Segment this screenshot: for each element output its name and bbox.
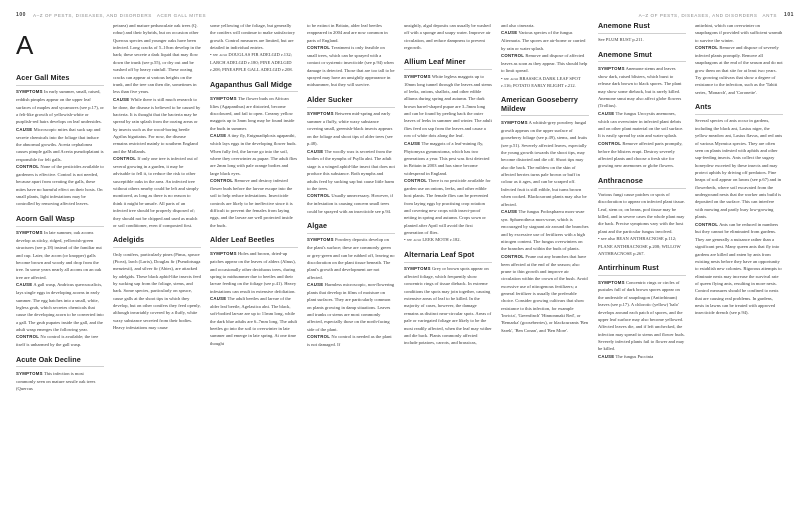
entry-section-cause: CAUSE Various species of the fungus Alternaria. The spores are air-borne or carried by rain or water splash. bbox=[501, 30, 586, 51]
entry-paragraph: Only conifers, particularly pines (Pinus, spruce (Picea), larch (Larix), Douglas fir (Pseudotsuga menziesii), and silver fir (Abies), are attacked by adelgids. These black aphid-like insects feed by sucking sap from the foliage, stems, and bark. Some species, particularly on spruce, cause galls at the shoot tips in which they develop, but on other conifers they feed openly, although invariably covered by a fluffy, white waxy substance secreted from their bodies. Heavy infestations may cause bbox=[113, 251, 201, 331]
entry-heading: Adelgids bbox=[113, 236, 201, 248]
entry-section-symptoms: SYMPTOMS This infection is most commonly seen on mature sessile oak trees (Quercus bbox=[16, 370, 96, 392]
entry bbox=[307, 222, 395, 348]
running-head-left bbox=[0, 0, 405, 22]
section-label: SYMPTOMS bbox=[16, 89, 43, 95]
entry-section-cause: CAUSE The fungus Urocystis anemones, which can overwinter in infected plant debris and on other plant material on the soil surface. It is easily spread by rain and water splash. bbox=[598, 110, 684, 139]
entry-paragraph: Various fungi cause patches or spots of discoloration to appear on infected plant tissue. Leaf, stem or, on beans, pod tissue may be killed, and in severe cases the whole plant may die back. Precise symptoms vary with the host plant and the particular fungus involved. bbox=[598, 192, 685, 234]
entry-section-control: CONTROL Remove and destroy infested flower buds before the larvae escape into the soil to help reduce infestations. Insecticide controls are likely to be ineffective since it is difficult to prevent the females from laying eggs, and the larvae are well protected inside the buds. bbox=[210, 177, 293, 228]
entry-section-cause: CAUSE Microscopic mites that suck sap and secrete chemicals into the foliage that induce the abnormal growths. Aceria cephalonea causes pimple galls and Aceria pseudoplatani is responsible for felt galls. bbox=[16, 126, 104, 162]
section-label: CONTROL bbox=[16, 164, 40, 170]
section-label: CAUSE bbox=[598, 353, 615, 359]
entry bbox=[404, 58, 492, 243]
entry-section-symptoms: SYMPTOMS The flower buds on African lilies (Agapanthus) are distorted, become discoloured, and fail to open. Creamy yellow maggots up to 3mm long may be found inside the buds in summer. bbox=[210, 95, 295, 131]
entry-section-symptoms: SYMPTOMS Anemone stems and leaves show dark, raised blisters, which burst to release dark brown to black spores. The plant may show some dieback, but is rarely killed. Anemone smut may also affect globe flowers (Trollius). bbox=[598, 65, 682, 109]
section-label: CONTROL bbox=[307, 334, 331, 340]
entry-section-control: CONTROL Remove and dispose of severely infected plants promptly. Remove all snapdragons at the end of the season and do not grow them on that site for at least two years. Try growing cultivars that show a degree of resistance to the infection, such as the 'Tahiti series, 'Monarch', and 'Coronette'. bbox=[695, 45, 783, 95]
entry-paragraph: petraea) and mature pedunculate oak trees (Q. robur) and their hybrids, but on occasion other Quercus species and younger oaks have been infected. Long cracks of 5–10cm develop in the bark; these secrete a dark liquid that may flow down the trunk (see p.55), or dry out and be washed off by heavy rainfall. These oozing cracks can appear at various heights on the trunk, and the tree can then die, sometimes in less than five years. bbox=[113, 23, 201, 95]
entry-section-control: CONTROL Usually unnecessary. However, if the infestation is causing concern small trees could be sprayed with an insecticide see p.94. bbox=[307, 193, 394, 214]
entry-section-symptoms: SYMPTOMS A whitish-grey powdery fungal growth appears on the upper surface of gooseberry foliage (see p.49), stems, and fruits (see p.51). Severely affected leaves, especially the young growth towards the shoot tips, may become distorted and die off. Shoot tips may also die back. The mildew on the skin of affected berries turns pale brown or buff in colour as it ages, and can be scraped off. Infected fruit is still edible, but turns brown when cooked. Blackcurrant plants may also be affected. bbox=[501, 119, 588, 207]
entry-heading: Alder Sucker bbox=[307, 96, 395, 108]
entry-section-control: CONTROL Remove and dispose of affected leaves as soon as they appear. This should help to limit spread. bbox=[501, 53, 588, 74]
section-title-right: A–Z OF PESTS, DISEASES, AND DISORDERS bbox=[638, 12, 758, 18]
entry-heading: Anemone Rust bbox=[598, 22, 686, 34]
section-label: CONTROL bbox=[113, 156, 137, 162]
entry-heading: Acorn Gall Wasp bbox=[16, 215, 104, 227]
text-column bbox=[307, 22, 404, 522]
entry-heading: Ants bbox=[695, 103, 783, 115]
entry-section-symptoms: SYMPTOMS Holes and brown, dried-up patches appear on the leaves of alders (Alnus), and occasionally other deciduous trees, during spring to midsummer due to beetles and their larvae feeding on the foliage (see p.41). Heavy infestations can result in extensive defoliation. bbox=[210, 251, 297, 294]
entry-heading: Agapanthus Gall Midge bbox=[210, 81, 298, 93]
section-title-left: A–Z OF PESTS, DISEASES, AND DISORDERS bbox=[33, 12, 152, 18]
section-label: CAUSE bbox=[501, 30, 518, 36]
entry bbox=[695, 103, 783, 317]
entry-section-cause: CAUSE A gall wasp, Andricus quercuscalicis, lays single eggs in developing acorns in early summer. The egg hatches into a small, white, legless grub, which secretes chemicals that cause the developing acorn to be converted into a gall. The grub pupates inside the gall, and the adult wasp emerges the following year. bbox=[16, 282, 104, 332]
entry-heading: American Gooseberry Mildew bbox=[501, 96, 589, 116]
section-label: CONTROL bbox=[598, 140, 622, 146]
column-grid bbox=[0, 22, 810, 530]
section-label: CONTROL bbox=[307, 45, 331, 51]
section-label: SYMPTOMS bbox=[210, 95, 237, 101]
entry-paragraph: Several species of ants occur in gardens, including the black ant, Lasius niger, the yellow meadow ant, Lasius flavus, and red ants of various Myrmica species. They are often seen on plants infested with aphids and other sap-feeding insects. Ants collect the sugary honeydew excreted by these insects and may protect aphids by driving off predators. Fine heaps of soil appear on lawns (see p.67) and in flowerbeds, where soil excavated from the underground nests that the worker ants build is deposited on the surface. This can interfere with mowing and partly bury low-growing plants. bbox=[695, 118, 783, 220]
entry bbox=[210, 22, 298, 74]
section-label: SYMPTOMS bbox=[598, 279, 625, 285]
entry bbox=[113, 22, 201, 229]
entry bbox=[16, 74, 104, 208]
cross-reference[interactable]: • see also BRASSICA DARK LEAF SPOT p.116; POTATO EARLY BLIGHT p.212. bbox=[501, 75, 581, 89]
entry bbox=[16, 356, 104, 393]
section-label: CAUSE bbox=[501, 208, 518, 214]
entry-title-right: ANTS bbox=[762, 12, 777, 18]
entry-section-symptoms: SYMPTOMS In early summer, small, raised, reddish pimples appear on the upper leaf surfaces of maples and sycamores (see p.17), or a felt-like growth of yellowish-white or purplish-red hairs develops on leaf undersides. bbox=[16, 89, 104, 125]
entry-heading: Anemone Smut bbox=[598, 51, 686, 63]
entry-heading: Alternaria Leaf Spot bbox=[404, 251, 492, 263]
entry-section-cause: CAUSE The maggots of a leaf-mining fly, Phytomyza gymnostoma, which has two generations a year. This pest was first detected in Britain in 2003 and has since become widespread in England. bbox=[404, 140, 490, 176]
section-label: CAUSE bbox=[113, 96, 130, 102]
section-label: SYMPTOMS bbox=[404, 73, 431, 79]
entry-section-cause: CAUSE The fungus Podosphaera mors-uvae syn. Sphaerotheca mors-uvae, which is encouraged by stagnant air around the branches and by excessive use of fertilizers with a high nitrogen content. The fungus overwinters on the branches and within the buds of plants. bbox=[501, 208, 589, 252]
cross-reference[interactable]: • see also DOUGLAS FIR ADELGID p.132; LARCH ADELGID p.180; PINE ADELGID p.208; PINEAPPLE GALL ADELGID p.208. bbox=[210, 52, 293, 73]
section-label: CONTROL bbox=[404, 177, 428, 183]
entry bbox=[404, 251, 492, 347]
entry-section-control: CONTROL If only one tree is infected out of several growing in a garden, it may be advisable to fell it, to reduce the risk to other susceptible oaks in the area. An infected tree without others nearby could be left and simply monitored, as long as there is no reason to think it might be unsafe. All parts of an infected tree should be properly disposed of; they should not be chipped and used as mulch or soil conditioner, even if composted first. bbox=[113, 156, 199, 228]
entry-heading: Alder Leaf Beetles bbox=[210, 236, 298, 248]
section-label: CAUSE bbox=[210, 133, 227, 139]
entry-paragraph: See PLUM RUST p.211. bbox=[598, 37, 644, 43]
entry-section-control: CONTROL No control is available; the tree itself is unharmed by the gall wasp. bbox=[16, 334, 99, 348]
section-label: SYMPTOMS bbox=[404, 266, 431, 272]
entry-heading: Algae bbox=[307, 222, 395, 234]
section-label: CAUSE bbox=[598, 110, 615, 116]
entry-paragraph: antirrhini, which can overwinter on snapdragons if provided with sufficient warmth to survive the winter. bbox=[695, 23, 783, 43]
text-column bbox=[404, 22, 501, 522]
section-label: SYMPTOMS bbox=[598, 65, 625, 71]
letter-heading: A bbox=[16, 30, 34, 60]
entry bbox=[501, 22, 589, 89]
folio-left: 100 bbox=[16, 12, 26, 18]
entry-section-cause: CAUSE A tiny fly, Enigmadiplosis agapanthi, which lays eggs in the developing flower buds. When fully fed, the larvae go into the soil, where they overwinter as pupae. The adult flies are 2mm long with pale orange bodies and large black eyes. bbox=[210, 133, 298, 176]
entry bbox=[210, 81, 298, 230]
section-label: CONTROL bbox=[307, 193, 331, 199]
section-label: CAUSE bbox=[307, 281, 324, 287]
entry-paragraph: some yellowing of the foliage, but generally the conifers will continue to make satisfactory growth. Control measures are limited, but are detailed in individual entries. bbox=[210, 23, 296, 51]
section-label: CAUSE bbox=[210, 296, 227, 302]
folio-right: 101 bbox=[784, 12, 794, 18]
entry-section-cause: CAUSE While there is still much research to be done, the disease is believed to be caused by bacteria. It is thought that the bacteria may be spread by rain splash from the oozing areas or by insects such as the wood-boring beetle Agrilus biguttatus. For now, the disease remains restricted mainly to southern England and the Midlands. bbox=[113, 96, 201, 154]
entry-section-symptoms: SYMPTOMS Grey or brown spots appear on affected foliage, which frequently show concentric rings of tissue dieback. In extreme conditions the spots may join together, causing extensive areas of leaf to be killed. In the majority of cases, however, the damage remains as distinct near-circular spots. Areas of pale or variegated foliage are likely to be the most readily affected, when the leaf may wither and die back. Plants commonly affected include potatoes, carrots, and brassicas, bbox=[404, 266, 492, 346]
entry bbox=[113, 236, 201, 331]
text-column bbox=[501, 22, 598, 522]
entry-paragraph: unsightly, algal deposits can usually be washed off with a sponge and soapy water. Improve air circulation, and reduce dampness to prevent regrowth. bbox=[404, 23, 491, 51]
entry-heading: Acute Oak Decline bbox=[16, 356, 104, 368]
entry-heading: Anthracnose bbox=[598, 177, 686, 189]
section-label: SYMPTOMS bbox=[210, 251, 237, 257]
entry-section-control: CONTROL Ants can be reduced in numbers but they cannot be eliminated from gardens. They are generally a nuisance rather than a significant pest. Many queen ants that fly into gardens are killed and eaten by ants from existing nests before they have an opportunity to establish new colonies. Rigorous attempts to eliminate nests may increase the survival rate of queen flying ants, resulting in more nests. Control measures should be confined to nests that are causing real problems. In gardens, nests in lawns can be treated with approved insecticide drench (see p.94). bbox=[695, 221, 782, 316]
cross-reference[interactable]: • see also LEEK MOTH p.182. bbox=[404, 237, 461, 243]
entry bbox=[598, 264, 686, 360]
section-label: SYMPTOMS bbox=[501, 119, 528, 125]
section-label: CAUSE bbox=[16, 282, 33, 288]
text-column bbox=[113, 22, 210, 522]
entry-heading: Antirrhinum Rust bbox=[598, 264, 686, 276]
section-label: CONTROL bbox=[695, 221, 719, 227]
section-label: CONTROL bbox=[501, 253, 525, 259]
entry-section-control: CONTROL None of the pesticides available to gardeners is effective. Control is not needed, because apart from creating the galls, these mites have no harmful effect on their hosts. On small plants, light infestations may be controlled by removing affected leaves. bbox=[16, 164, 104, 207]
section-label: SYMPTOMS bbox=[16, 230, 43, 236]
section-label: SYMPTOMS bbox=[307, 111, 334, 117]
entry-section-symptoms: SYMPTOMS Between mid-spring and early summer a fluffy, white waxy substance covering small, greenish-black insects appears on the foliage and shoot tips of alder trees (see p.48). bbox=[307, 111, 393, 147]
entry-heading: Allium Leaf Miner bbox=[404, 58, 492, 70]
text-column bbox=[695, 22, 792, 522]
entry bbox=[404, 22, 492, 51]
running-head-right bbox=[405, 0, 810, 22]
section-label: CAUSE bbox=[307, 148, 324, 154]
entry bbox=[598, 177, 686, 258]
entry-section-control: CONTROL Remove affected parts promptly, before the blisters erupt. Destroy severely affected plants and choose a fresh site for growing new anemones or globe flowers. bbox=[598, 140, 683, 169]
text-column bbox=[598, 22, 695, 522]
entry-section-control: CONTROL Treatment is only feasible on small trees, which can be sprayed with a contact or systemic insecticide (see p.94) when damage is detected. Those that are too tall to be sprayed may have an unsightly appearance in midsummer, but they will survive. bbox=[307, 45, 395, 88]
entry-paragraph: to be extinct in Britain, alder leaf beetles reappeared in 2004 and are now common in parts of England. bbox=[307, 23, 388, 43]
entry-paragraph: • see also BEAN ANTHRACNOSE p.112; PLANE ANTHRACNOSE p.208; WILLOW ANTHRACNOSE p.267. bbox=[598, 236, 681, 256]
entry bbox=[501, 96, 589, 334]
section-label: CAUSE bbox=[404, 140, 421, 146]
entry-section-control: CONTROL Prune out any branches that have been affected at the end of the season; also prune to thin growth and improve air circulation within the crown of the bush. Avoid excessive use of nitrogenous fertilizers; a general fertilizer is usually the preferable choice. Consider growing cultivars that show resistance to this infection, for example 'Invicta', 'Greenfinch' 'Hinnonmaki Red', or 'Remarka' (gooseberries), or blackcurrants 'Ben Sarek', 'Ben Conan', and 'Ben More'. bbox=[501, 253, 589, 333]
entry-heading: Acer Gall Mites bbox=[16, 74, 104, 86]
text-column bbox=[16, 22, 113, 522]
section-label: CAUSE bbox=[16, 126, 33, 132]
entry-section-symptoms: SYMPTOMS Concentric rings or circles of pustules full of dark brown spores appear on the underside of snapdragon (Antirrhinum) leaves (see p.17). A chlorotic (yellow) 'halo' develops around each patch of spores, and the upper leaf surface may also become yellowed. Affected leaves die, and if left unchecked, the infection may spread to stems and flower buds. Severely infected plants fail to flower and may be killed. bbox=[598, 279, 685, 352]
entry-paragraph: and also cineraria. bbox=[501, 23, 535, 28]
section-label: CONTROL bbox=[501, 53, 525, 59]
entry-section-control: CONTROL No control is needed as the plant is not damaged. If bbox=[307, 334, 392, 348]
entry bbox=[16, 215, 104, 349]
running-heads bbox=[0, 0, 810, 22]
entry-section-control: CONTROL There is no pesticide available for garden use on onions, leeks, and other edible host plants. The female flies can be prevented from laying eggs by practising crop rotation and covering new crops with insect-proof netting in spring and autumn. Crops sown or planted after April will avoid the first generation of flies. bbox=[404, 177, 491, 236]
entry bbox=[210, 236, 298, 347]
entry-title-left: ACER GALL MITES bbox=[156, 12, 207, 18]
text-column bbox=[210, 22, 307, 522]
entry-section-cause: CAUSE The adult beetles and larvae of the alder leaf beetle, Agelastica alni. The black, soft-bodied larvae are up to 11mm long, while the dark blue adults are 6–7mm long. The adult beetles go into the soil to overwinter in late summer and emerge in late spring. At one time thought bbox=[210, 296, 298, 346]
section-label: CONTROL bbox=[695, 45, 719, 51]
section-label: CONTROL bbox=[210, 177, 234, 183]
entry-section-symptoms: SYMPTOMS In late summer, oak acorns develop as sticky, ridged, yellowish-green structures (see p.18) instead of the familiar nut and cup. Later, the acorn (or knopper) galls become brown and woody and drop from the tree. In some years nearly all acorns on an oak tree are affected. bbox=[16, 230, 102, 280]
entry bbox=[598, 22, 686, 44]
entry-section-cause: CAUSE The fungus Puccinia bbox=[598, 353, 654, 359]
entry-section-symptoms: SYMPTOMS Powdery deposits develop on the plant's surface; these are commonly green or grey-green and can be rubbed off, leaving no discoloration on the plant tissue beneath. The plant's growth and development are not affected. bbox=[307, 237, 395, 280]
entry-section-symptoms: SYMPTOMS White legless maggots up to 10mm long tunnel through the leaves and stems of leeks, onions, shallots, and other edible alliums during spring and autumn. The dark brown barrel-shaped pupae are 3–5mm long and can be found by peeling back the outer leaves of leeks in summer and winter. The adult flies feed on sap from the leaves and cause a row of white dots along the leaf. bbox=[404, 73, 492, 139]
entry bbox=[307, 22, 395, 89]
entry bbox=[695, 22, 783, 96]
section-label: CONTROL bbox=[16, 334, 40, 340]
section-label: SYMPTOMS bbox=[16, 370, 43, 376]
entry-section-cause: CAUSE The woolly wax is secreted from the bodies of the nymphs of Psylla alni. The adult stage is a winged aphid-like insect that does not produce this substance. Both nymphs and adults feed by sucking sap but cause little harm to the trees. bbox=[307, 148, 395, 191]
entry-section-cause: CAUSE Harmless microscopic, non-flowering plants that develop in films of moisture on plant surfaces. They are particularly common on plants growing in damp situations. Leaves and trunks or stems are most commonly affected, especially those on the north-facing side of the plant. bbox=[307, 281, 395, 332]
entry bbox=[598, 51, 686, 170]
entry bbox=[307, 96, 395, 215]
section-label: SYMPTOMS bbox=[307, 237, 334, 243]
